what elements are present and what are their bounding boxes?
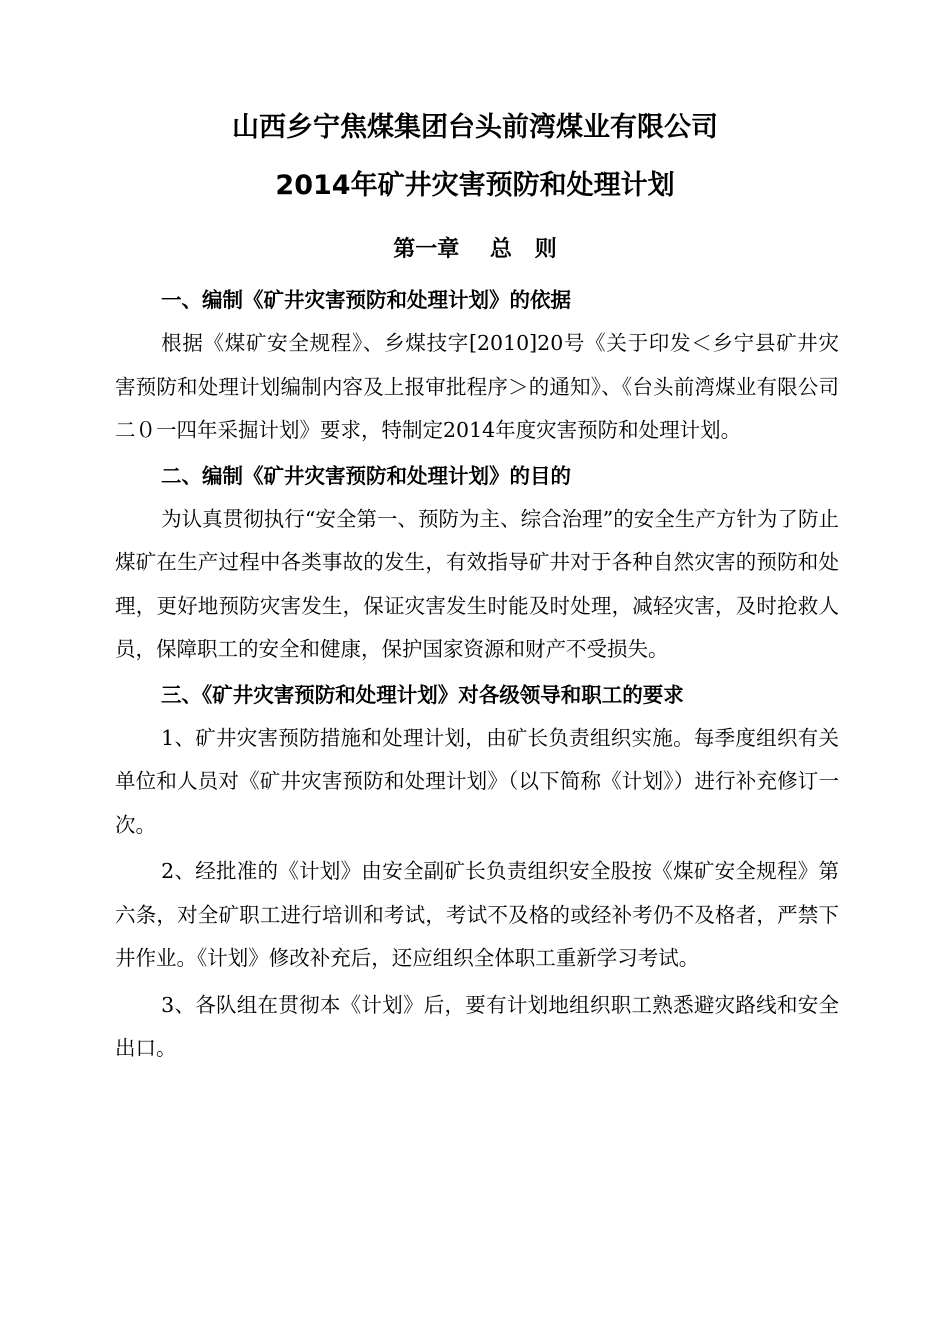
document-body — [115, 279, 839, 1071]
chapter-title: 第一章 总 则 — [393, 237, 557, 262]
section-heading-purpose: 二、编制《矿井灾害预防和处理计划》的目的 — [161, 463, 571, 488]
document-title-company: 山西乡宁焦煤集团台头前湾煤业有限公司 — [232, 112, 718, 143]
paragraph-requirement-2: 2、经批准的《计划》由安全副矿长负责组织安全股按《煤矿安全规程》第六条，对全矿职工进行培训和考试，考试不及格的或经补考仍不及格者，严禁下井作业。《计划》修改补充后，还应组织全体职工重新学习考试。 — [115, 859, 839, 970]
section-heading-basis: 一、编制《矿井灾害预防和处理计划》的依据 — [161, 288, 571, 312]
paragraph-purpose: 为认真贯彻执行“安全第一、预防为主、综合治理”的安全生产方针为了防止煤矿在生产过程中各类事故的发生，有效指导矿井对于各种自然灾害的预防和处理，更好地预防灾害发生，保证灾害发生时能及时处理，减轻灾害，及时抢救人员，保障职工的安全和健康，保护国家资源和财产不受损失。 — [115, 506, 839, 661]
paragraph-basis: 根据《煤矿安全规程》、乡煤技字[2010]20号《关于印发＜乡宁县矿井灾害预防和处理计划编制内容及上报审批程序＞的通知》、《台头前湾煤业有限公司二０一四年采掘计划》要求，特制定2014年度灾害预防和处理计划。 — [115, 331, 839, 442]
paragraph-requirement-1: 1、矿井灾害预防措施和处理计划，由矿长负责组织实施。每季度组织有关单位和人员对《矿井灾害预防和处理计划》（以下简称《计划》）进行补充修订一次。 — [115, 725, 839, 837]
section-heading-requirements: 三、《矿井灾害预防和处理计划》对各级领导和职工的要求 — [161, 682, 684, 707]
paragraph-requirement-3: 3、各队组在贯彻本《计划》后，要有计划地组织职工熟悉避灾路线和安全出口。 — [115, 992, 839, 1060]
document-title-plan: 2014年矿井灾害预防和处理计划 — [275, 170, 675, 201]
